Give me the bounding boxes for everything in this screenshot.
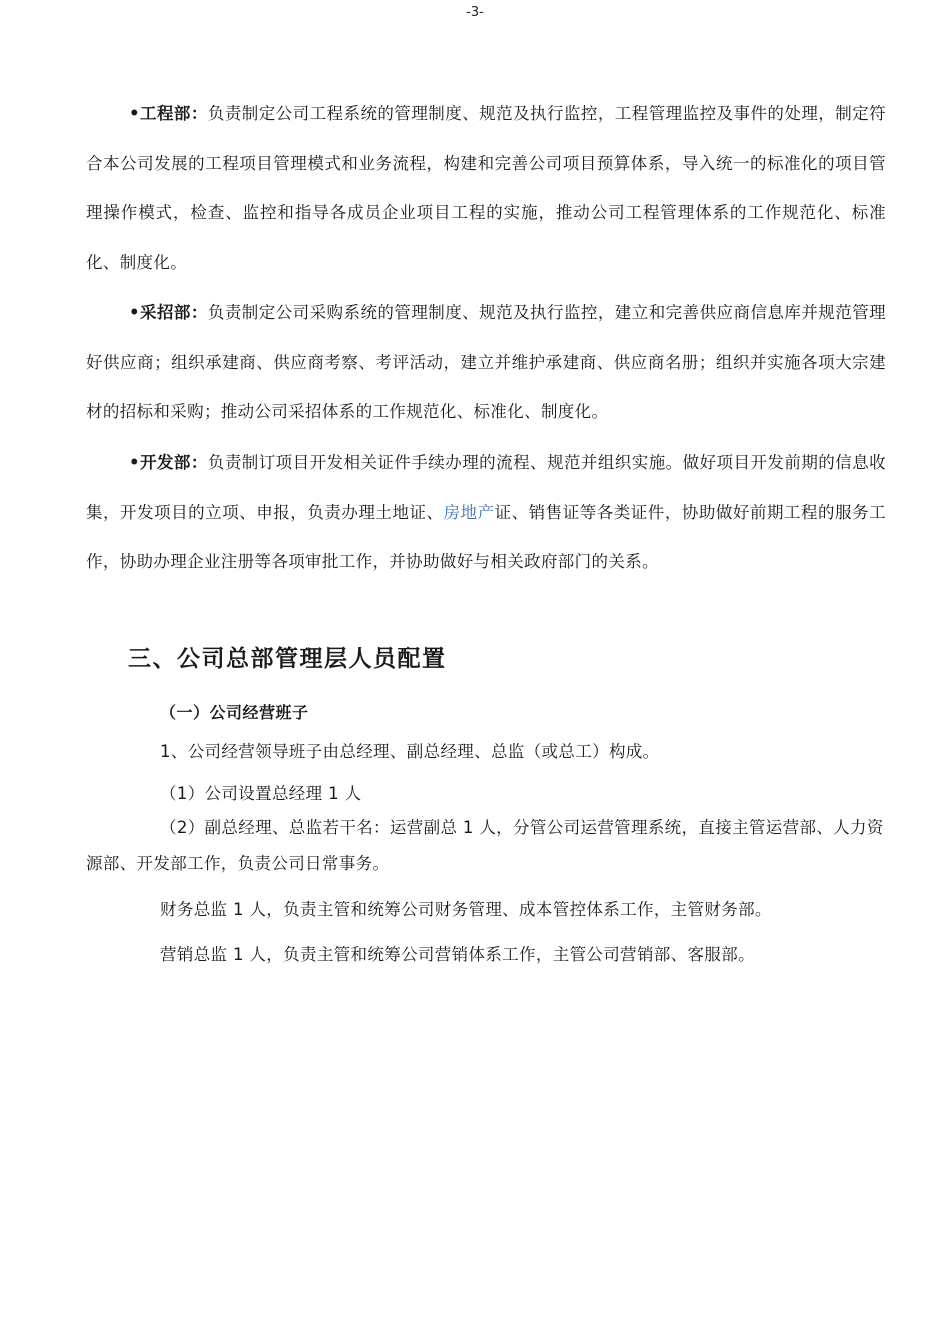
dept-bullet: • <box>129 453 140 472</box>
item-marketing-director: 营销总监 1 人，负责主管和统筹公司营销体系工作，主管公司营销部、客服部。 <box>160 945 755 964</box>
dept-bullet: • <box>129 303 140 322</box>
dept-colon: ： <box>190 453 208 472</box>
item-finance-director: 财务总监 1 人，负责主管和统筹公司财务管理、成本管控体系工作，主管财务部。 <box>160 900 772 919</box>
item-deputy-managers <box>86 810 886 882</box>
dept-colon: ： <box>190 303 208 322</box>
dept-procurement-paragraph <box>86 288 886 437</box>
item-deputy-managers-text: （2）副总经理、总监若干名：运营副总 1 人，分管公司运营管理系统，直接主管运营部、人力资源部、开发部工作，负责公司日常事务。 <box>86 818 884 873</box>
dept-text-development-after: 证、销售证等各类证件，协助做好前期工程的服务工作，协助办理企业注册等各项审批工作，并协助做好与相关政府部门的关系。 <box>86 502 886 571</box>
item-general-manager: （1）公司设置总经理 1 人 <box>160 784 362 803</box>
dept-name-procurement: 采招部 <box>139 303 191 322</box>
dept-engineering-paragraph <box>86 89 886 287</box>
item-leadership: 1、公司经营领导班子由总经理、副总经理、总监（或总工）构成。 <box>160 742 660 761</box>
dept-development-paragraph <box>86 438 886 587</box>
dept-text-engineering: 负责制定公司工程系统的管理制度、规范及执行监控，工程管理监控及事件的处理，制定符合本公司发展的工程项目管理模式和业务流程，构建和完善公司项目预算体系，导入统一的标准化的项目管理操作模式，检查、监控和指导各成员企业项目工程的实施，推动公司工程管理体系的工作规范化、标准化、制度化。 <box>86 104 886 272</box>
dept-text-procurement: 负责制定公司采购系统的管理制度、规范及执行监控，建立和完善供应商信息库并规范管理好供应商；组织承建商、供应商考察、考评活动，建立并维护承建商、供应商名册；组织并实施各项大宗建材的招标和采购；推动公司采招体系的工作规范化、标准化、制度化。 <box>86 303 886 421</box>
real-estate-link[interactable]: 房地产 <box>443 502 495 522</box>
dept-name-engineering: 工程部 <box>139 104 191 123</box>
page-number: -3- <box>466 5 484 20</box>
section-subheading: （一）公司经营班子 <box>160 703 309 722</box>
dept-text-development-before: 负责制订项目开发相关证件手续办理的流程、规范并组织实施。做好项目开发前期的信息收集，开发项目的立项、申报，负责办理土地证、 <box>86 453 886 522</box>
dept-colon: ： <box>190 104 208 123</box>
dept-bullet: • <box>129 104 140 123</box>
dept-name-development: 开发部 <box>139 453 191 472</box>
section-heading: 三、公司总部管理层人员配置 <box>128 646 447 672</box>
